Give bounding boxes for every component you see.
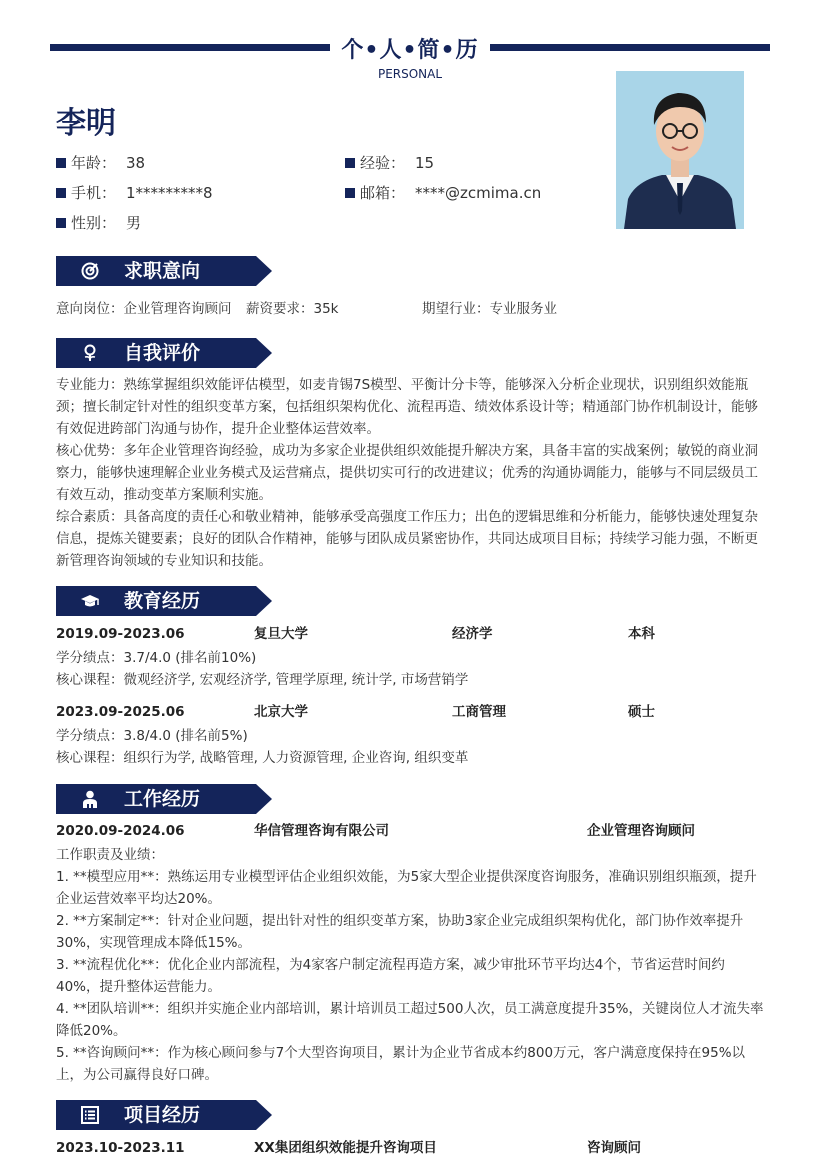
self-eval-professional: 专业能力：熟练掌握组织效能评估模型，如麦肯锡7S模型、平衡计分卡等，能够深入分析企业现状，识别组织效能瓶颈；擅长制定针对性的组织变革方案，包括组织架构优化、流程再造、绩效体系设计等；精通部门协作机制设计，能够有效促进跨部门沟通与协作，提升企业整体运营效率。 bbox=[56, 377, 758, 437]
section-header-projects bbox=[56, 1100, 272, 1130]
section-title: 教育经历 bbox=[124, 590, 201, 612]
intent-position: 意向岗位：企业管理咨询顾问 bbox=[56, 301, 232, 317]
edu-gpa: 学分绩点：3.7/4.0 (排名前10%) bbox=[56, 650, 257, 666]
edu-courses: 核心课程：组织行为学, 战略管理, 人力资源管理, 企业咨询, 组织变革 bbox=[56, 750, 469, 766]
edu-courses: 核心课程：微观经济学, 宏观经济学, 管理学原理, 统计学, 市场营销学 bbox=[56, 672, 469, 688]
age-row: 年龄： 38 bbox=[56, 152, 145, 174]
email-value: ****@zcmima.cn bbox=[415, 184, 542, 202]
section-title: 工作经历 bbox=[124, 788, 201, 810]
section-header-education bbox=[56, 586, 272, 616]
gender-value: 男 bbox=[126, 214, 142, 232]
work-title: 企业管理咨询顾问 bbox=[587, 823, 695, 839]
bullet-square bbox=[345, 188, 355, 198]
project-role: 咨询顾问 bbox=[587, 1140, 641, 1156]
work-item: 1. **模型应用**：熟练运用专业模型评估企业组织效能，为5家大型企业提供深度咨询服务，准确识别组织瓶颈，提升企业运营效率平均达20%。 bbox=[56, 869, 757, 907]
edu-major: 经济学 bbox=[452, 626, 493, 642]
bullet-square bbox=[56, 218, 66, 228]
header-rule-right bbox=[490, 44, 770, 51]
section-header-work bbox=[56, 784, 272, 814]
target-icon bbox=[80, 261, 100, 281]
experience-row: 经验： 15 bbox=[345, 152, 434, 174]
candidate-name: 李明 bbox=[56, 106, 116, 141]
project-period: 2023.10-2023.11 bbox=[56, 1140, 185, 1156]
section-title: 项目经历 bbox=[124, 1104, 201, 1126]
section-header-intent bbox=[56, 256, 272, 286]
age-value: 38 bbox=[126, 154, 146, 172]
page-title: 个•人•简•历 bbox=[341, 38, 479, 63]
work-item: 5. **咨询顾问**：作为核心顾问参与7个大型咨询项目，累计为企业节省成本约800万元，客户满意度保持在95%以上，为公司赢得良好口碑。 bbox=[56, 1045, 746, 1083]
section-title: 求职意向 bbox=[124, 260, 201, 282]
section-title: 自我评价 bbox=[124, 342, 201, 364]
bullet-square bbox=[56, 188, 66, 198]
intent-industry: 期望行业：专业服务业 bbox=[422, 301, 557, 317]
bullet-square bbox=[345, 158, 355, 168]
edu-major: 工商管理 bbox=[452, 704, 506, 720]
edu-degree: 本科 bbox=[628, 626, 655, 642]
header-rule-left bbox=[50, 44, 330, 51]
work-period: 2020.09-2024.06 bbox=[56, 823, 185, 839]
edu-gpa: 学分绩点：3.8/4.0 (排名前5%) bbox=[56, 728, 248, 744]
bullet-square bbox=[56, 158, 66, 168]
edu-period: 2019.09-2023.06 bbox=[56, 626, 185, 642]
graduation-cap-icon bbox=[80, 591, 100, 611]
gender-row: 性别： 男 bbox=[56, 212, 141, 234]
work-duties-label: 工作职责及业绩： bbox=[56, 847, 164, 863]
edu-school: 复旦大学 bbox=[254, 626, 308, 642]
section-header-self-eval bbox=[56, 338, 272, 368]
person-icon bbox=[80, 789, 100, 809]
intent-salary: 薪资要求：35k bbox=[246, 301, 339, 317]
project-name: XX集团组织效能提升咨询项目 bbox=[254, 1140, 437, 1156]
work-item: 3. **流程优化**：优化企业内部流程，为4家客户制定流程再造方案，减少审批环节平均达4个，节省运营时间约40%，提升整体运营能力。 bbox=[56, 957, 725, 995]
edu-period: 2023.09-2025.06 bbox=[56, 704, 185, 720]
email-row: 邮箱： ****@zcmima.cn bbox=[345, 182, 541, 204]
list-icon bbox=[80, 1105, 100, 1125]
phone-value: 1*********8 bbox=[126, 184, 213, 202]
work-item: 2. **方案制定**：针对企业问题，提出针对性的组织变革方案，协助3家企业完成组织架构优化，部门协作效率提升30%，实现管理成本降低15%。 bbox=[56, 913, 744, 951]
profile-photo bbox=[616, 71, 744, 229]
flower-icon bbox=[80, 343, 100, 363]
work-item: 4. **团队培训**：组织并实施企业内部培训，累计培训员工超过500人次，员工满意度提升35%，关键岗位人才流失率降低20%。 bbox=[56, 1001, 764, 1039]
work-company: 华信管理咨询有限公司 bbox=[254, 823, 389, 839]
experience-value: 15 bbox=[415, 154, 435, 172]
portrait-illustration bbox=[616, 71, 744, 229]
edu-school: 北京大学 bbox=[254, 704, 308, 720]
self-eval-qualities: 综合素质：具备高度的责任心和敬业精神，能够承受高强度工作压力；出色的逻辑思维和分析能力，能够快速处理复杂信息，提炼关键要素；良好的团队合作精神，能够与团队成员紧密协作，共同达成项目目标；持续学习能力强，不断更新管理咨询领域的专业知识和技能。 bbox=[56, 509, 758, 569]
page-subtitle: PERSONAL bbox=[377, 67, 443, 81]
edu-degree: 硕士 bbox=[628, 704, 655, 720]
phone-row: 手机： 1*********8 bbox=[56, 182, 213, 204]
self-eval-strengths: 核心优势：多年企业管理咨询经验，成功为多家企业提供组织效能提升解决方案，具备丰富的实战案例；敏锐的商业洞察力，能够快速理解企业业务模式及运营痛点，提供切实可行的改进建议；优秀的沟通协调能力，能够与不同层级员工有效互动，推动变革方案顺利实施。 bbox=[56, 443, 758, 503]
